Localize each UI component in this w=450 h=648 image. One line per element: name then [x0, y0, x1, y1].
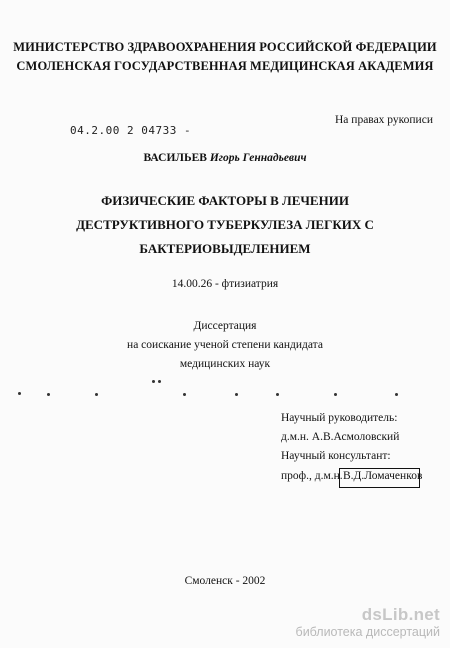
title-line-3: БАКТЕРИОВЫДЕЛЕНИЕМ	[139, 241, 311, 256]
author-name	[0, 152, 450, 164]
dissertation-title	[0, 189, 450, 261]
rights-note: На правах рукописи	[335, 114, 433, 126]
title-line-2: ДЕСТРУКТИВНОГО ТУБЕРКУЛЕЗА ЛЕГКИХ С	[76, 217, 374, 232]
ministry-header	[0, 38, 450, 76]
specialty-code: 14.00.26 - фтизиатрия	[171, 278, 279, 290]
watermark-caption: библиотека диссертаций	[295, 625, 440, 639]
consultant-name: В.Д.Ломаченков	[343, 470, 423, 482]
registration-code: 04.2.00 2 04733 -	[70, 124, 192, 137]
consultant-prefix: проф., д.м.н.	[281, 470, 343, 482]
dissertation-purpose	[0, 317, 450, 374]
title-line-1: ФИЗИЧЕСКИЕ ФАКТОРЫ В ЛЕЧЕНИИ	[101, 193, 349, 208]
watermark-logo: dsLib.net	[361, 605, 440, 624]
supervisor-label: Научный руководитель:	[281, 412, 398, 424]
ministry-line-1: МИНИСТЕРСТВО ЗДРАВООХРАНЕНИЯ РОССИЙСКОЙ ФЕДЕРАЦИИ	[13, 40, 437, 54]
author-surname: ВАСИЛЬЕВ	[143, 152, 207, 164]
ministry-line-2: СМОЛЕНСКАЯ ГОСУДАРСТВЕННАЯ МЕДИЦИНСКАЯ АКАДЕМИЯ	[16, 59, 434, 73]
consultant-label: Научный консультант:	[281, 450, 391, 462]
dissertation-type: Диссертация	[193, 320, 257, 332]
purpose-line-1: на соискание ученой степени кандидата	[127, 339, 323, 351]
city-year: Смоленск - 2002	[184, 575, 266, 587]
purpose-line-2: медицинских наук	[179, 358, 271, 370]
author-given-names: Игорь Геннадьевич	[209, 152, 307, 164]
supervisor-name: д.м.н. А.В.Асмоловский	[281, 431, 400, 443]
